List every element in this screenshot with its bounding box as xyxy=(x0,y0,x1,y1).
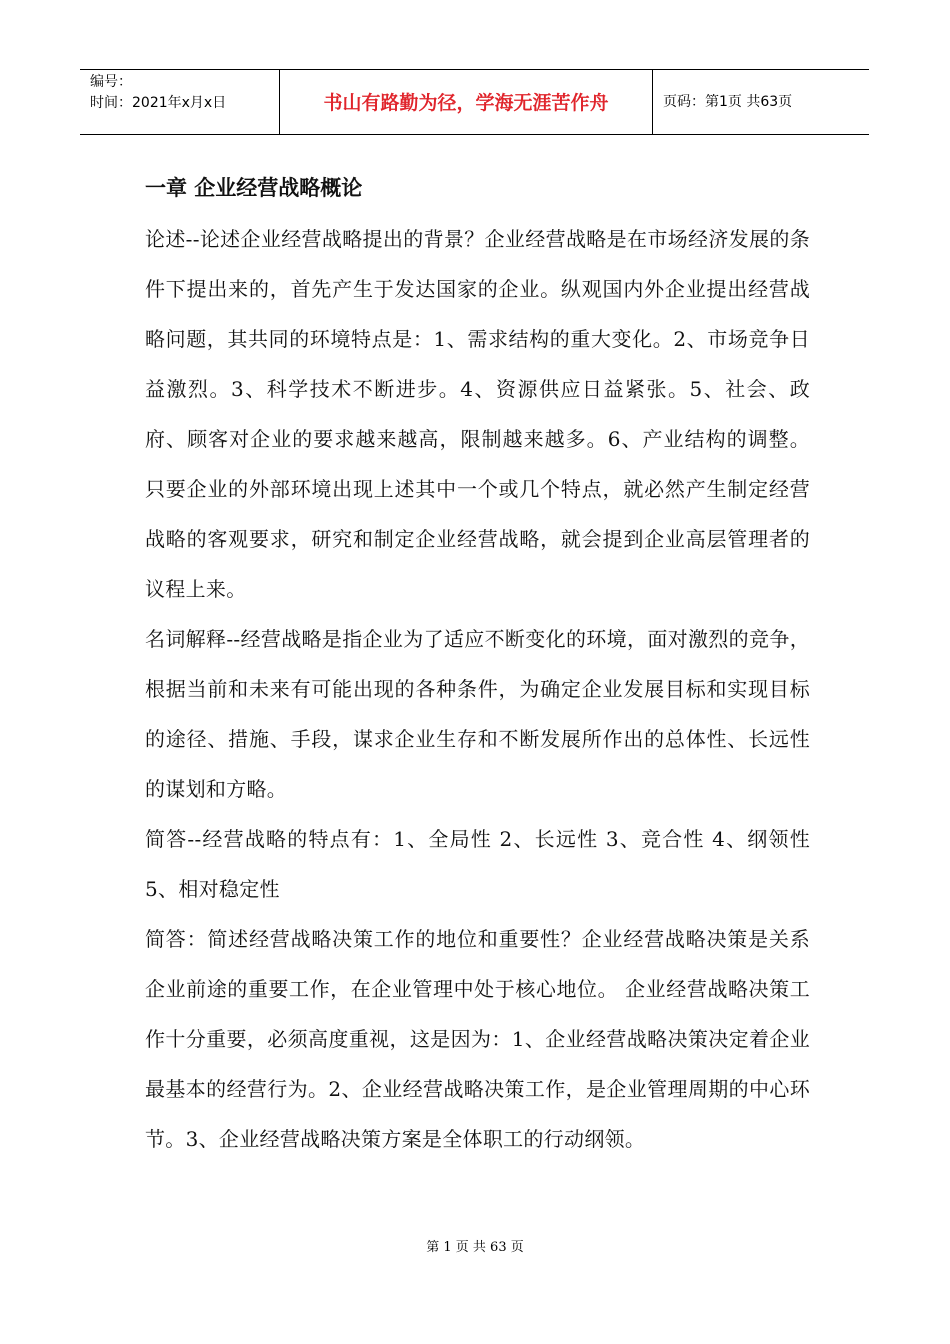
header-table xyxy=(80,69,869,135)
motto: 书山有路勤为径，学海无涯苦作舟 xyxy=(280,70,653,134)
header-left-cell xyxy=(80,70,280,134)
document-body xyxy=(145,160,810,1164)
serial-label: 编号： xyxy=(90,74,132,90)
page-footer: 第 1 页 共 63 页 xyxy=(426,1240,524,1255)
page-code: 页码：第1页 共63页 xyxy=(663,94,793,110)
paragraph-background: 论述--论述企业经营战略提出的背景？企业经营战略是在市场经济发展的条件下提出来的，首先产生于发达国家的企业。纵观国内外企业提出经营战略问题，其共同的环境特点是：1、需求结构的重大变化。2、市场竞争日益激烈。3、科学技术不断进步。4、资源供应日益紧张。5、社会、政府、顾客对企业的要求越来越高，限制越来越多。6、产业结构的调整。 只要企业的外部环境出现上述其中一个或几个特点，就必然产生制定经营战略的客观要求，研究和制定企业经营战略，就会提到企业高层管理者的议程上来。 xyxy=(145,227,810,601)
paragraph-definition: 名词解释--经营战略是指企业为了适应不断变化的环境，面对激烈的竞争，根据当前和未来有可能出现的各种条件，为确定企业发展目标和实现目标的途径、措施、手段，谋求企业生存和不断发展所作出的总体性、长远性的谋划和方略。 xyxy=(145,627,810,801)
paragraph-features: 简答--经营战略的特点有：1、全局性 2、长远性 3、竞合性 4、纲领性 5、相对稳定性 xyxy=(145,827,810,901)
paragraph-importance: 简答：简述经营战略决策工作的地位和重要性？企业经营战略决策是关系企业前途的重要工作，在企业管理中处于核心地位。 企业经营战略决策工作十分重要，必须高度重视，这是因为：1、企业经营战略决策决定着企业最基本的经营行为。2、企业经营战略决策工作，是企业管理周期的中心环节。3、企业经营战略决策方案是全体职工的行动纲领。 xyxy=(145,927,810,1151)
chapter-title: 一章 企业经营战略概论 xyxy=(145,176,363,200)
time-label: 时间：2021年x月x日 xyxy=(90,95,227,111)
